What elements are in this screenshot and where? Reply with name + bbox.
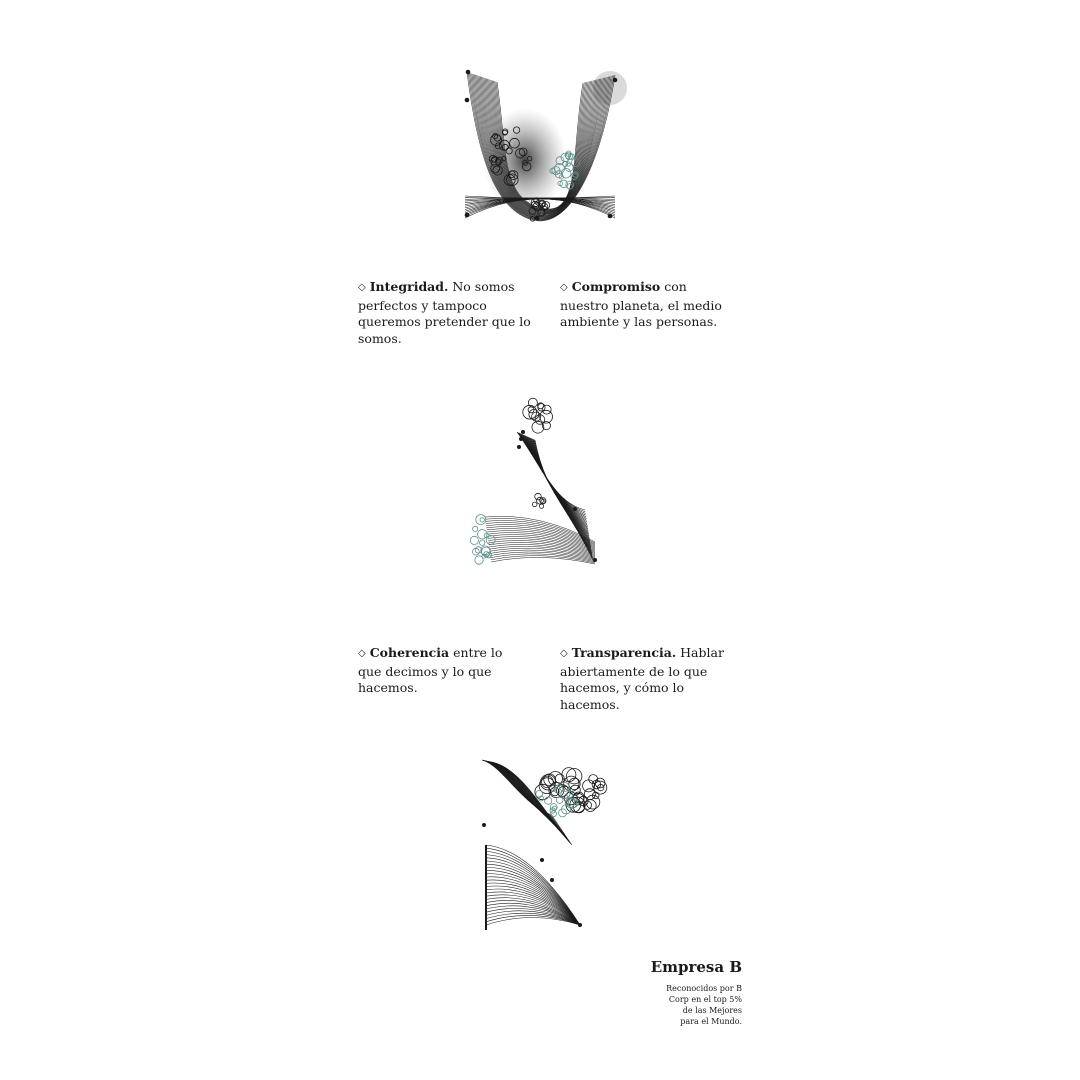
ink-dot bbox=[535, 216, 540, 221]
bubble-mark bbox=[480, 518, 484, 522]
ink-dot bbox=[613, 78, 618, 83]
bubble-mark bbox=[556, 797, 563, 804]
value-integridad bbox=[358, 279, 543, 347]
ink-dot bbox=[519, 437, 523, 441]
badge-line: Reconocidos por B bbox=[666, 984, 742, 993]
bubble-mark bbox=[542, 405, 551, 414]
value-text: con nuestro planeta, el medio ambiente y las personas. bbox=[560, 279, 722, 329]
ink-dot bbox=[521, 430, 525, 434]
bubble-mark bbox=[544, 774, 556, 786]
empresa-b-badge bbox=[612, 957, 742, 1027]
value-title: Integridad. bbox=[369, 279, 449, 294]
bubble-mark bbox=[551, 811, 557, 817]
ink-dot bbox=[465, 213, 470, 218]
bubble-mark bbox=[536, 791, 543, 798]
bubble-mark bbox=[540, 504, 544, 508]
bubble-mark bbox=[562, 768, 576, 782]
ink-dot bbox=[540, 858, 544, 862]
bubble-mark bbox=[545, 797, 552, 804]
value-text: No somos perfectos y tampoco queremos pretender que lo somos. bbox=[358, 279, 531, 346]
ink-dot bbox=[550, 878, 554, 882]
diamond-outline-icon: ◇ bbox=[560, 648, 568, 659]
ink-dot bbox=[593, 558, 597, 562]
diamond-outline-icon: ◇ bbox=[560, 282, 568, 293]
bubble-mark bbox=[473, 526, 478, 531]
badge-title: Empresa B bbox=[650, 958, 742, 976]
diamond-outline-icon: ◇ bbox=[358, 648, 366, 659]
bubble-mark bbox=[561, 789, 570, 798]
value-coherencia bbox=[358, 645, 523, 697]
value-title: Transparencia. bbox=[571, 645, 677, 660]
value-title: Compromiso bbox=[571, 279, 661, 294]
bubble-mark bbox=[470, 536, 478, 544]
badge-line: para el Mundo. bbox=[680, 1017, 742, 1026]
ink-dot bbox=[573, 507, 577, 511]
ink-dot bbox=[578, 923, 582, 927]
bubble-mark bbox=[584, 789, 595, 800]
illustration-v-shape bbox=[455, 60, 630, 230]
value-title: Coherencia bbox=[369, 645, 450, 660]
value-text: entre lo que decimos y lo que hacemos. bbox=[358, 645, 503, 695]
ink-dot bbox=[482, 823, 486, 827]
ink-dot bbox=[465, 98, 470, 103]
bubble-mark bbox=[532, 502, 537, 507]
value-text: Hablar abiertamente de lo que hacemos, y cómo lo hacemos. bbox=[560, 645, 724, 712]
bubble-mark bbox=[583, 780, 595, 792]
badge-line: Corp en el top 5% bbox=[668, 995, 742, 1004]
bubble-mark bbox=[538, 404, 545, 411]
diamond-outline-icon: ◇ bbox=[358, 282, 366, 293]
illustration-triangle-shape bbox=[455, 392, 615, 577]
ink-dot bbox=[517, 445, 521, 449]
bubble-mark bbox=[532, 421, 544, 433]
badge-line: de las Mejores bbox=[682, 1006, 742, 1015]
illustration-hook-shape bbox=[462, 755, 617, 935]
bubble-mark bbox=[559, 809, 567, 817]
ink-dot bbox=[466, 70, 471, 75]
flow-line bbox=[490, 554, 595, 562]
value-compromiso bbox=[560, 279, 725, 331]
flow-line bbox=[486, 915, 580, 925]
value-transparencia bbox=[560, 645, 730, 713]
bubble-mark bbox=[480, 540, 485, 545]
ink-dot bbox=[608, 214, 613, 219]
